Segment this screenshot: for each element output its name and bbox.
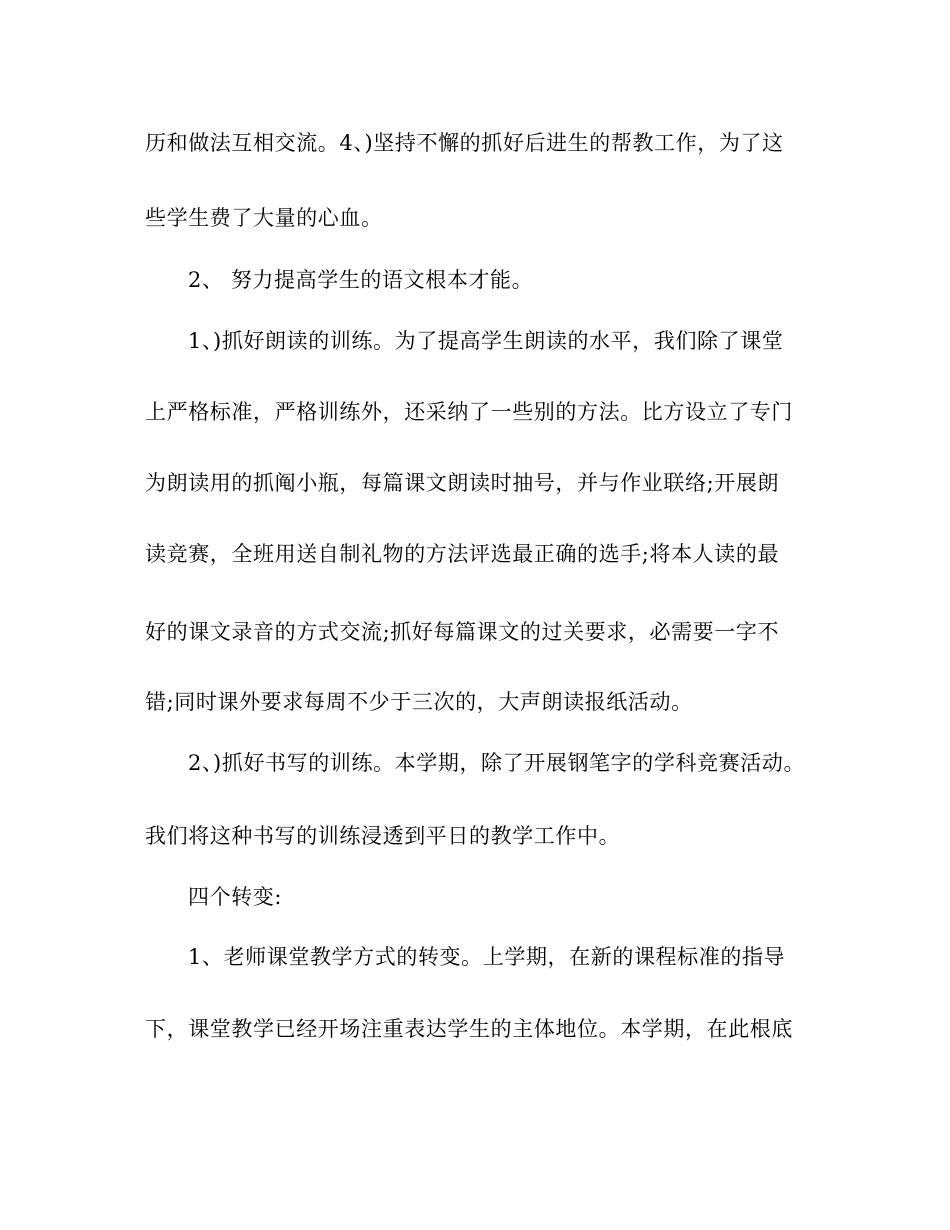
section-heading: 四个转变: — [188, 885, 283, 909]
text-line: 历和做法互相交流。4、)坚持不懈的抓好后进生的帮教工作，为了这 — [145, 131, 784, 155]
text-line: 些学生费了大量的心血。 — [145, 206, 383, 230]
text-line: 下，课堂教学已经开场注重表达学生的主体地位。本学期，在此根底 — [145, 1017, 793, 1041]
section-heading: 2、 努力提高学生的语文根本才能。 — [188, 268, 534, 292]
text-line: 1、)抓好朗读的训练。为了提高学生朗读的水平，我们除了课堂 — [188, 329, 784, 353]
text-line: 2、)抓好书写的训练。本学期，除了开展钢笔字的学科竞赛活动。 — [188, 751, 806, 775]
text-line: 读竞赛，全班用送自制礼物的方法评选最正确的选手;将本人读的最 — [145, 542, 780, 566]
text-line: 为朗读用的抓阄小瓶，每篇课文朗读时抽号，并与作业联络;开展朗 — [145, 471, 780, 495]
text-line: 我们将这种书写的训练浸透到平日的教学工作中。 — [145, 824, 621, 848]
text-line: 上严格标准，严格训练外，还采纳了一些别的方法。比方设立了专门 — [145, 400, 793, 424]
text-line: 好的课文录音的方式交流;抓好每篇课文的过关要求，必需要一字不 — [145, 620, 780, 644]
text-line: 1、老师课堂教学方式的转变。上学期，在新的课程标准的指导 — [188, 945, 786, 969]
text-line: 错;同时课外要求每周不少于三次的，大声朗读报纸活动。 — [145, 690, 693, 714]
